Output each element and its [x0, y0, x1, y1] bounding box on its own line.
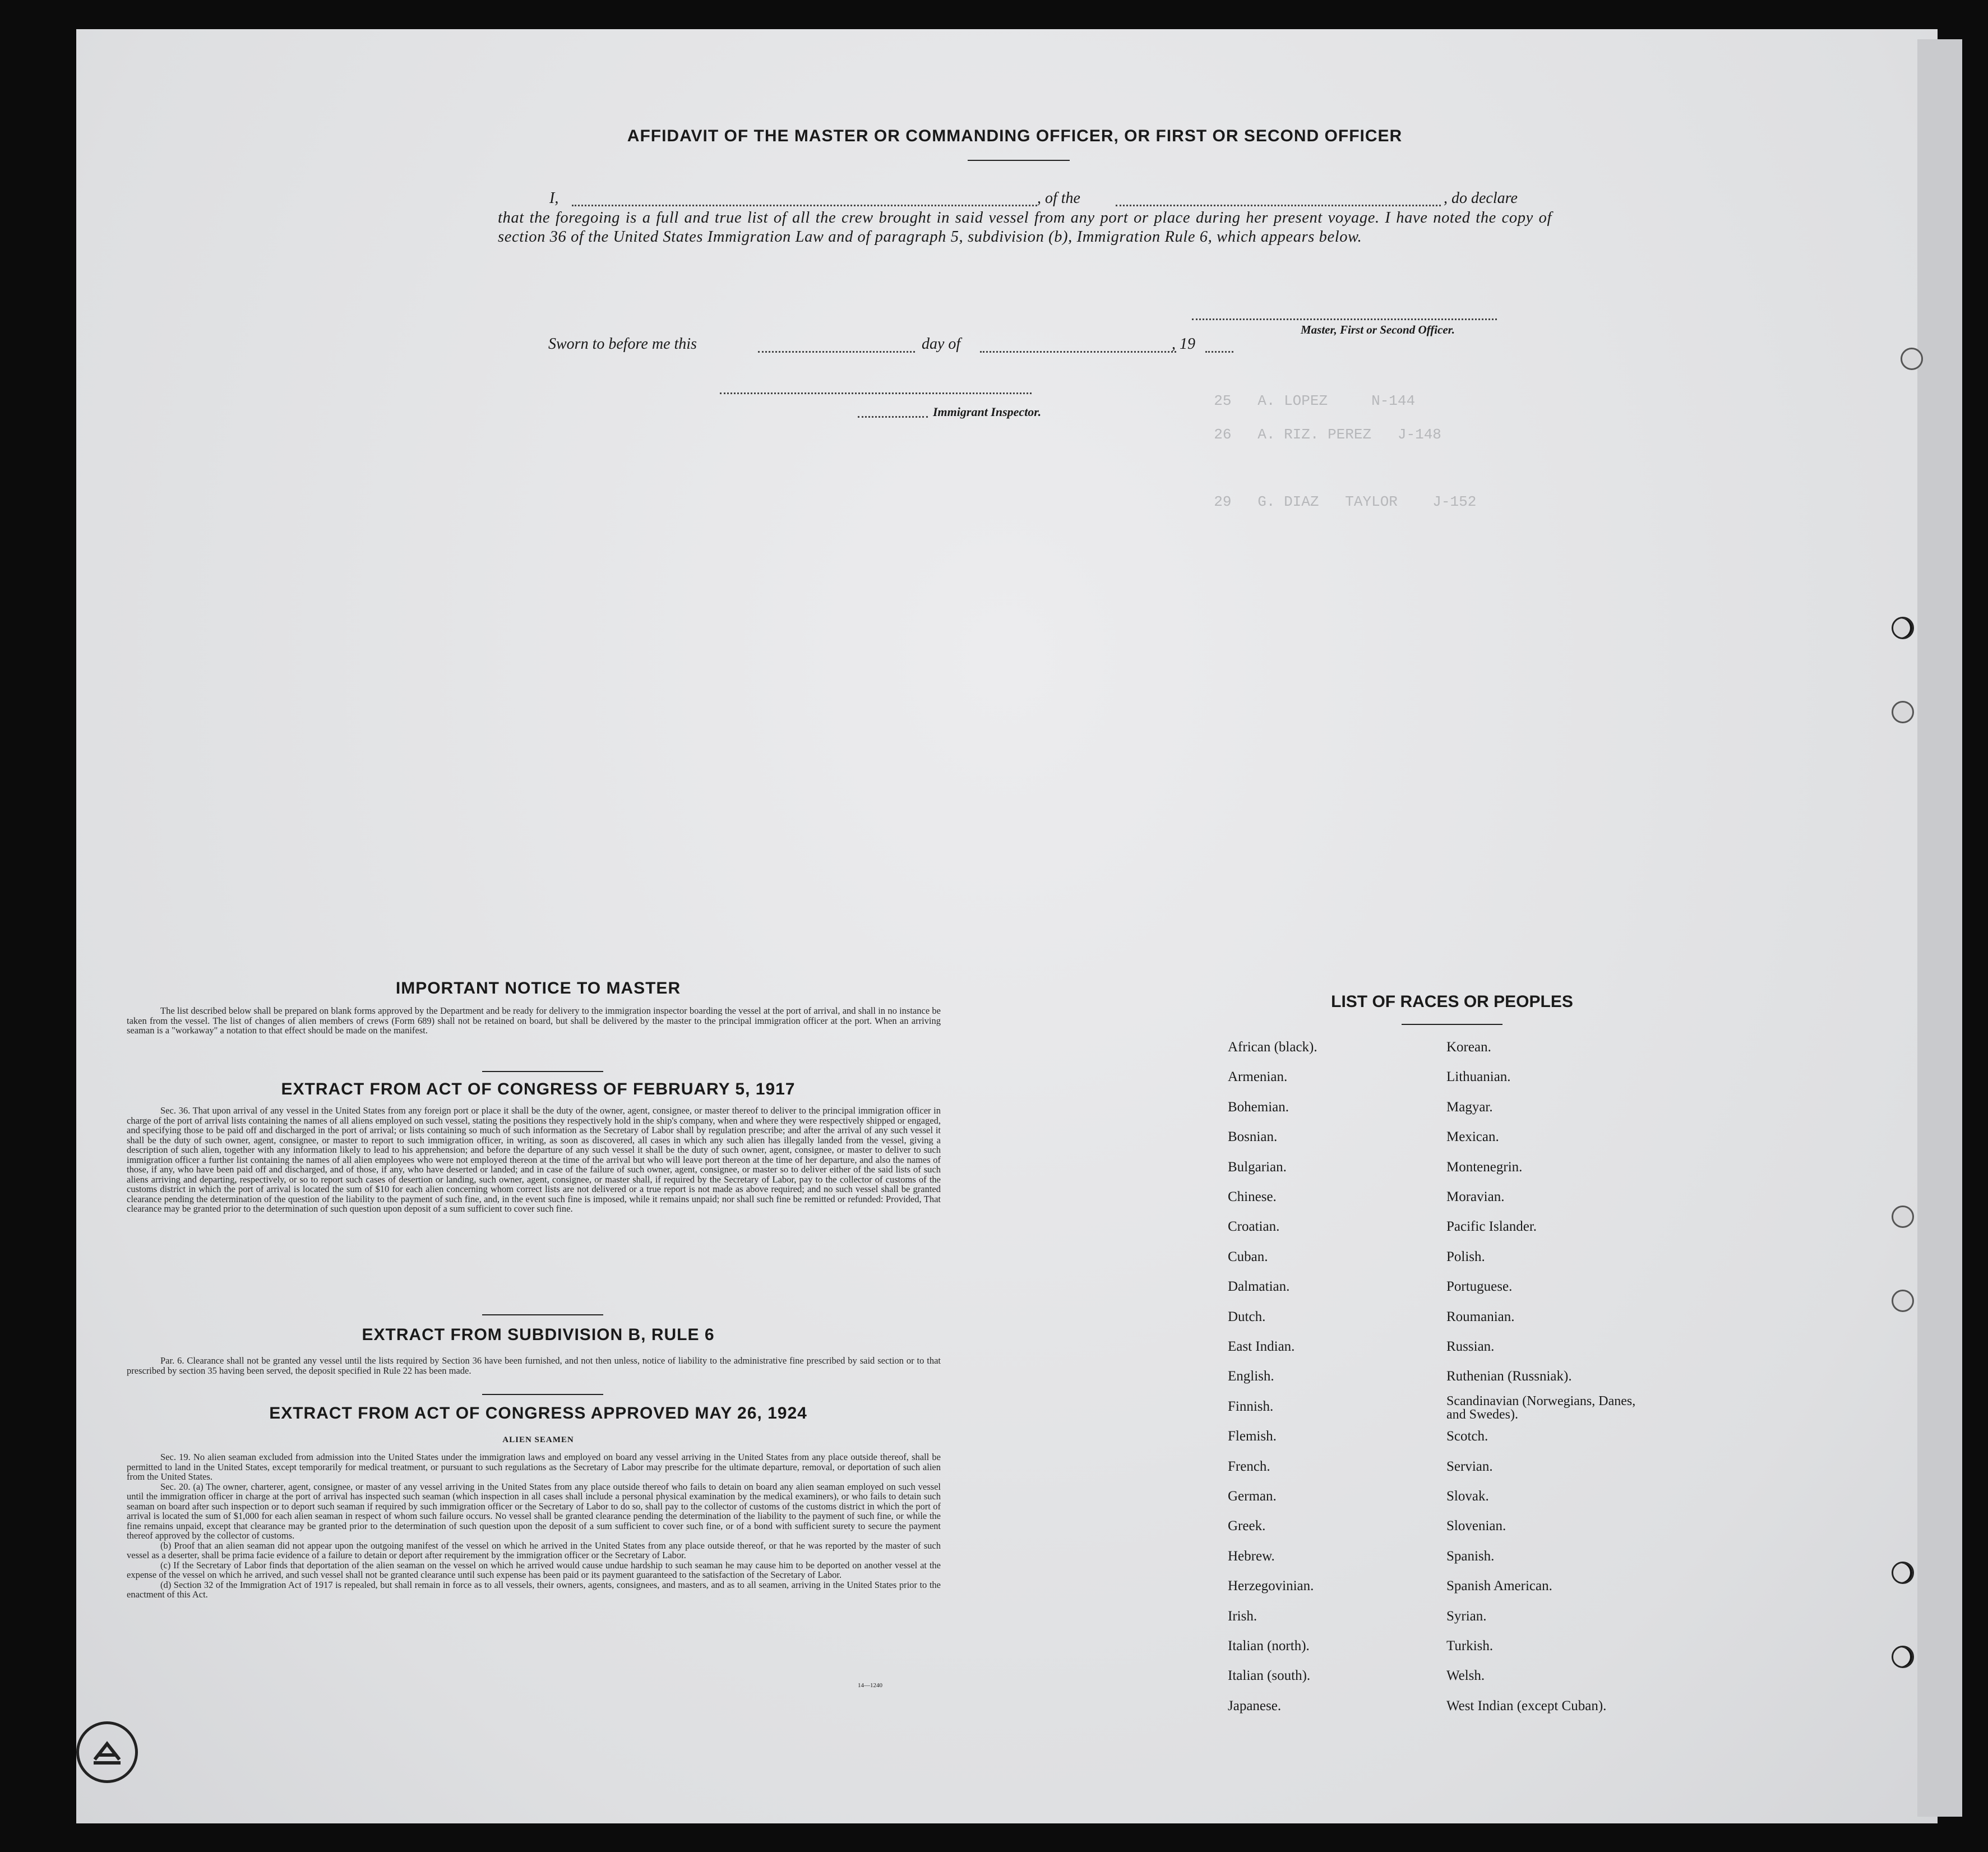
extract-1924-title: EXTRACT FROM ACT OF CONGRESS APPROVED MAY 26, 1924	[269, 1404, 807, 1423]
punch-hole	[1892, 701, 1914, 723]
notice-body: The list described below shall be prepared on blank forms approved by the Department and be ready for delivery to the immigration inspector boarding the vessel at the port of arrival, and shall in no instance be taken from the vessel. The list of changes of alien members of crews (Form 689) shall not be retained on board, but shall be delivered by the master to the principal immigration officer at the port. When an arriving seaman is a "workaway" a notation to that effect should be made on the manifest.	[127, 1005, 941, 1036]
race-item: Montenegrin.	[1446, 1159, 1523, 1175]
extract-1917-title: EXTRACT FROM ACT OF CONGRESS OF FEBRUARY 5, 1917	[281, 1080, 796, 1098]
race-item: Welsh.	[1446, 1668, 1485, 1684]
race-item: Bosnian.	[1228, 1129, 1278, 1145]
affidavit-title: AFFIDAVIT OF THE MASTER OR COMMANDING OFFICER, OR FIRST OR SECOND OFFICER	[627, 127, 1403, 145]
punch-hole	[1892, 1562, 1914, 1584]
title-rule	[968, 160, 1070, 161]
race-item: Dalmatian.	[1228, 1279, 1290, 1295]
sec20c-text: (c) If the Secretary of Labor finds that deportation of the alien seaman on the vessel on which he arrived would cause undue hardship to such seaman he may cause him to be deported on another vessel at the expense of the vessel on which he arrived, and such vessel shall not be granted clearance until such expense has been paid or its payment guaranteed to the satisfaction of the Secretary of Labor.	[127, 1559, 941, 1580]
race-item: Flemish.	[1228, 1429, 1277, 1444]
race-item: East Indian.	[1228, 1339, 1295, 1354]
race-item: Hebrew.	[1228, 1548, 1275, 1564]
race-item: Roumanian.	[1446, 1309, 1515, 1324]
affidavit-i: I,	[549, 190, 559, 207]
race-item: French.	[1228, 1458, 1270, 1474]
master-signature-label: Master, First or Second Officer.	[1301, 323, 1455, 336]
race-item: Scotch.	[1446, 1429, 1488, 1444]
bleed-through: 25 A. LOPEZ N-144 26 A. RIZ. PEREZ J-148 29 G. DIAZ TAYLOR J-152	[1214, 392, 1477, 510]
inspector-signature-line[interactable]	[720, 392, 1032, 394]
race-item: Pacific Islander.	[1446, 1219, 1537, 1235]
race-item: Polish.	[1446, 1249, 1485, 1264]
extract-1924-body	[127, 1452, 941, 1600]
sworn-month-blank[interactable]	[980, 351, 1176, 353]
race-item: Bulgarian.	[1228, 1159, 1287, 1175]
year-blank[interactable]	[1205, 351, 1233, 353]
races-title: LIST OF RACES OR PEOPLES	[1331, 992, 1573, 1011]
sworn-day-blank[interactable]	[758, 351, 915, 353]
page-edge	[1917, 39, 1962, 1817]
punch-hole	[1892, 1290, 1914, 1312]
inspector-label: Immigrant Inspector.	[933, 405, 1042, 419]
race-item: Japanese.	[1228, 1698, 1282, 1714]
punch-hole	[1892, 1646, 1914, 1668]
race-item: Dutch.	[1228, 1309, 1266, 1324]
master-signature-line[interactable]	[1192, 318, 1497, 320]
sec20a-text: Sec. 20. (a) The owner, charterer, agent, consignee, or master of any vessel arriving in the United States from any place outside thereof who fails to detain on board any alien seaman employed on such vessel until the immigration officer in charge at the port of arrival has inspected such seaman (which inspection in all cases shall include a personal physical examination by the medical examiners), or who fails to detain such seaman on board after such inspection or to deport such seaman if required by such immigration officer or the Secretary of Labor to do so, shall pay to the collector of customs of the customs district in which the port of arrival is located the sum of $1,000 for each alien seaman in respect of whom such failure occurs. No vessel shall be granted clearance pending the determination of the liability to the payment of such fine, or while the fine remains unpaid, except that clearance may be granted prior to the determination of such question upon the deposit of a sum sufficient to cover such fine, or of a bond with sufficient surety to secure the payment thereof approved by the collector of customs.	[127, 1481, 941, 1541]
sec20d-text: (d) Section 32 of the Immigration Act of 1917 is repealed, but shall remain in force as to all vessels, their owners, agents, consignees, and masters, and as to all seamen, arriving in the United States prior to the enactment of this Act.	[127, 1579, 941, 1600]
sec20b-text: (b) Proof that an alien seaman did not appear upon the outgoing manifest of the vessel on which he arrived in the United States from any place outside thereof, or that he was reported by the master of such vessel as a deserter, shall be prima facie evidence of a failure to detain or deport after requirement by the immigration officer or the Secretary of Labor.	[127, 1540, 941, 1560]
alien-seamen-subtitle: ALIEN SEAMEN	[502, 1435, 574, 1444]
year-label: , 19	[1172, 335, 1195, 353]
affidavit-body: that the foregoing is a full and true list of all the crew brought in said vessel from any port or place during her present voyage. I have noted the copy of section 36 of the United States Immigration Law and of paragraph 5, subdivision (b), Immigration Rule 6, which appears below.	[498, 209, 1552, 246]
race-item: Italian (north).	[1228, 1638, 1310, 1654]
race-item: Mexican.	[1446, 1129, 1499, 1145]
punch-hole	[1892, 1206, 1914, 1228]
race-item: Bohemian.	[1228, 1099, 1289, 1115]
name-blank[interactable]	[572, 205, 1037, 206]
race-item: Servian.	[1446, 1458, 1493, 1474]
extract-rule6-rule	[482, 1394, 603, 1395]
race-item: German.	[1228, 1489, 1277, 1504]
race-item: Moravian.	[1446, 1189, 1505, 1204]
punch-hole	[1901, 348, 1923, 370]
race-item: Herzegovinian.	[1228, 1578, 1314, 1594]
race-item: Syrian.	[1446, 1608, 1487, 1624]
race-item: Ruthenian (Russniak).	[1446, 1369, 1572, 1384]
race-item: Cuban.	[1228, 1249, 1268, 1264]
inspector-lead-dots	[858, 416, 928, 418]
notice-rule	[482, 1071, 603, 1072]
race-item: Irish.	[1228, 1608, 1257, 1624]
race-item: Magyar.	[1446, 1099, 1493, 1115]
extract-1917-rule	[482, 1314, 603, 1315]
race-item: Russian.	[1446, 1339, 1495, 1354]
sec19-text: Sec. 19. No alien seaman excluded from admission into the United States under the immigration laws and employed on board any vessel arriving in the United States from any place outside thereof, shall be permitted to land in the United States, except temporarily for medical treatment, or pursuant to such regulations as the Secretary of Labor may prescribe for the ultimate departure, removal, or deportation of such alien from the United States.	[127, 1452, 941, 1482]
race-item: Portuguese.	[1446, 1279, 1513, 1295]
race-item: Greek.	[1228, 1518, 1266, 1534]
punch-hole	[1892, 617, 1914, 639]
race-item: Scandinavian (Norwegians, Danes, and Swedes).	[1446, 1393, 1636, 1422]
extract-1917-body: Sec. 36. That upon arrival of any vessel in the United States from any foreign port or place it shall be the duty of the owner, agent, consignee, or master thereof to deliver to the principal immigration officer in charge of the port of arrival lists containing the names of all aliens employed on such vessel, stating the positions they respectively hold in the ship's company, when and where they were respectively shipped or engaged, and specifying those to be paid off and discharged in the port of arrival; or lists containing so much of such information as the Secretary of Labor shall by regulation prescribe; and after the arrival of any such vessel it shall be the duty of such owner, agent, consignee, or master to report to such immigration officer, in writing, as soon as discovered, all cases in which any such alien has illegally landed from the vessel, giving a description of such alien, together with any information likely to lead to his apprehension; and before the departure of any such vessel it shall be the duty of such owner, agent, consignee, or master to deliver to such immigration officer a further list containing the names of all alien employees who were not employed thereon at the time of the arrival but who will leave port thereon at the time of her departure, and also the names of those, if any, who have been paid off and discharged, and of those, if any, who have deserted or landed; and in case of the failure of such owner, agent, consignee, or master so to deliver either of the said lists of such aliens arriving and departing, respectively, or so to report such cases of desertion or landing, such owner, agent, consignee, or master shall, if required by the Secretary of Labor, pay to the collector of customs of the customs district in which the port of arrival is located the sum of $10 for each alien concerning whom correct lists are not delivered or a true report is not made as above required; and no such vessel shall be granted clearance pending the determination of the question of the liability to the payment of such fine, and, in the event such fine is imposed, while it remains unpaid; nor shall such fine be remitted or refunded: Provided, That clearance may be granted prior to the determination of such question upon deposit of a sum sufficient to cover such fine.	[127, 1105, 941, 1214]
extract-rule6-body: Par. 6. Clearance shall not be granted any vessel until the lists required by Section 36 have been furnished, and not then unless, notice of liability to the administrative fine prescribed by said section or to that prescribed by section 35 having been served, the deposit specified in Rule 22 has been made.	[127, 1355, 941, 1376]
race-item: Armenian.	[1228, 1069, 1288, 1085]
vessel-blank[interactable]	[1116, 205, 1441, 206]
stamp-mark	[76, 1721, 138, 1783]
race-item: Slovenian.	[1446, 1518, 1506, 1534]
race-item: Croatian.	[1228, 1219, 1280, 1235]
affidavit-declare: , do declare	[1444, 190, 1518, 207]
stamp-icon	[90, 1738, 124, 1766]
race-item: Finnish.	[1228, 1398, 1274, 1414]
race-item: English.	[1228, 1369, 1274, 1384]
race-item: Spanish.	[1446, 1548, 1495, 1564]
race-item: West Indian (except Cuban).	[1446, 1698, 1607, 1714]
race-item: African (black).	[1228, 1040, 1317, 1055]
affidavit-of-the: , of the	[1037, 190, 1080, 207]
race-item: Italian (south).	[1228, 1668, 1311, 1684]
race-item: Turkish.	[1446, 1638, 1494, 1654]
extract-rule6-title: EXTRACT FROM SUBDIVISION B, RULE 6	[362, 1326, 715, 1344]
form-number: 14—1240	[858, 1682, 882, 1689]
race-item: Spanish American.	[1446, 1578, 1552, 1594]
notice-title: IMPORTANT NOTICE TO MASTER	[395, 979, 681, 997]
race-item: Lithuanian.	[1446, 1069, 1511, 1085]
day-of-label: day of	[922, 335, 961, 353]
race-item: Chinese.	[1228, 1189, 1277, 1204]
race-item: Korean.	[1446, 1040, 1491, 1055]
races-title-rule	[1402, 1024, 1502, 1025]
race-item: Slovak.	[1446, 1489, 1489, 1504]
sworn-label: Sworn to before me this	[548, 335, 697, 353]
